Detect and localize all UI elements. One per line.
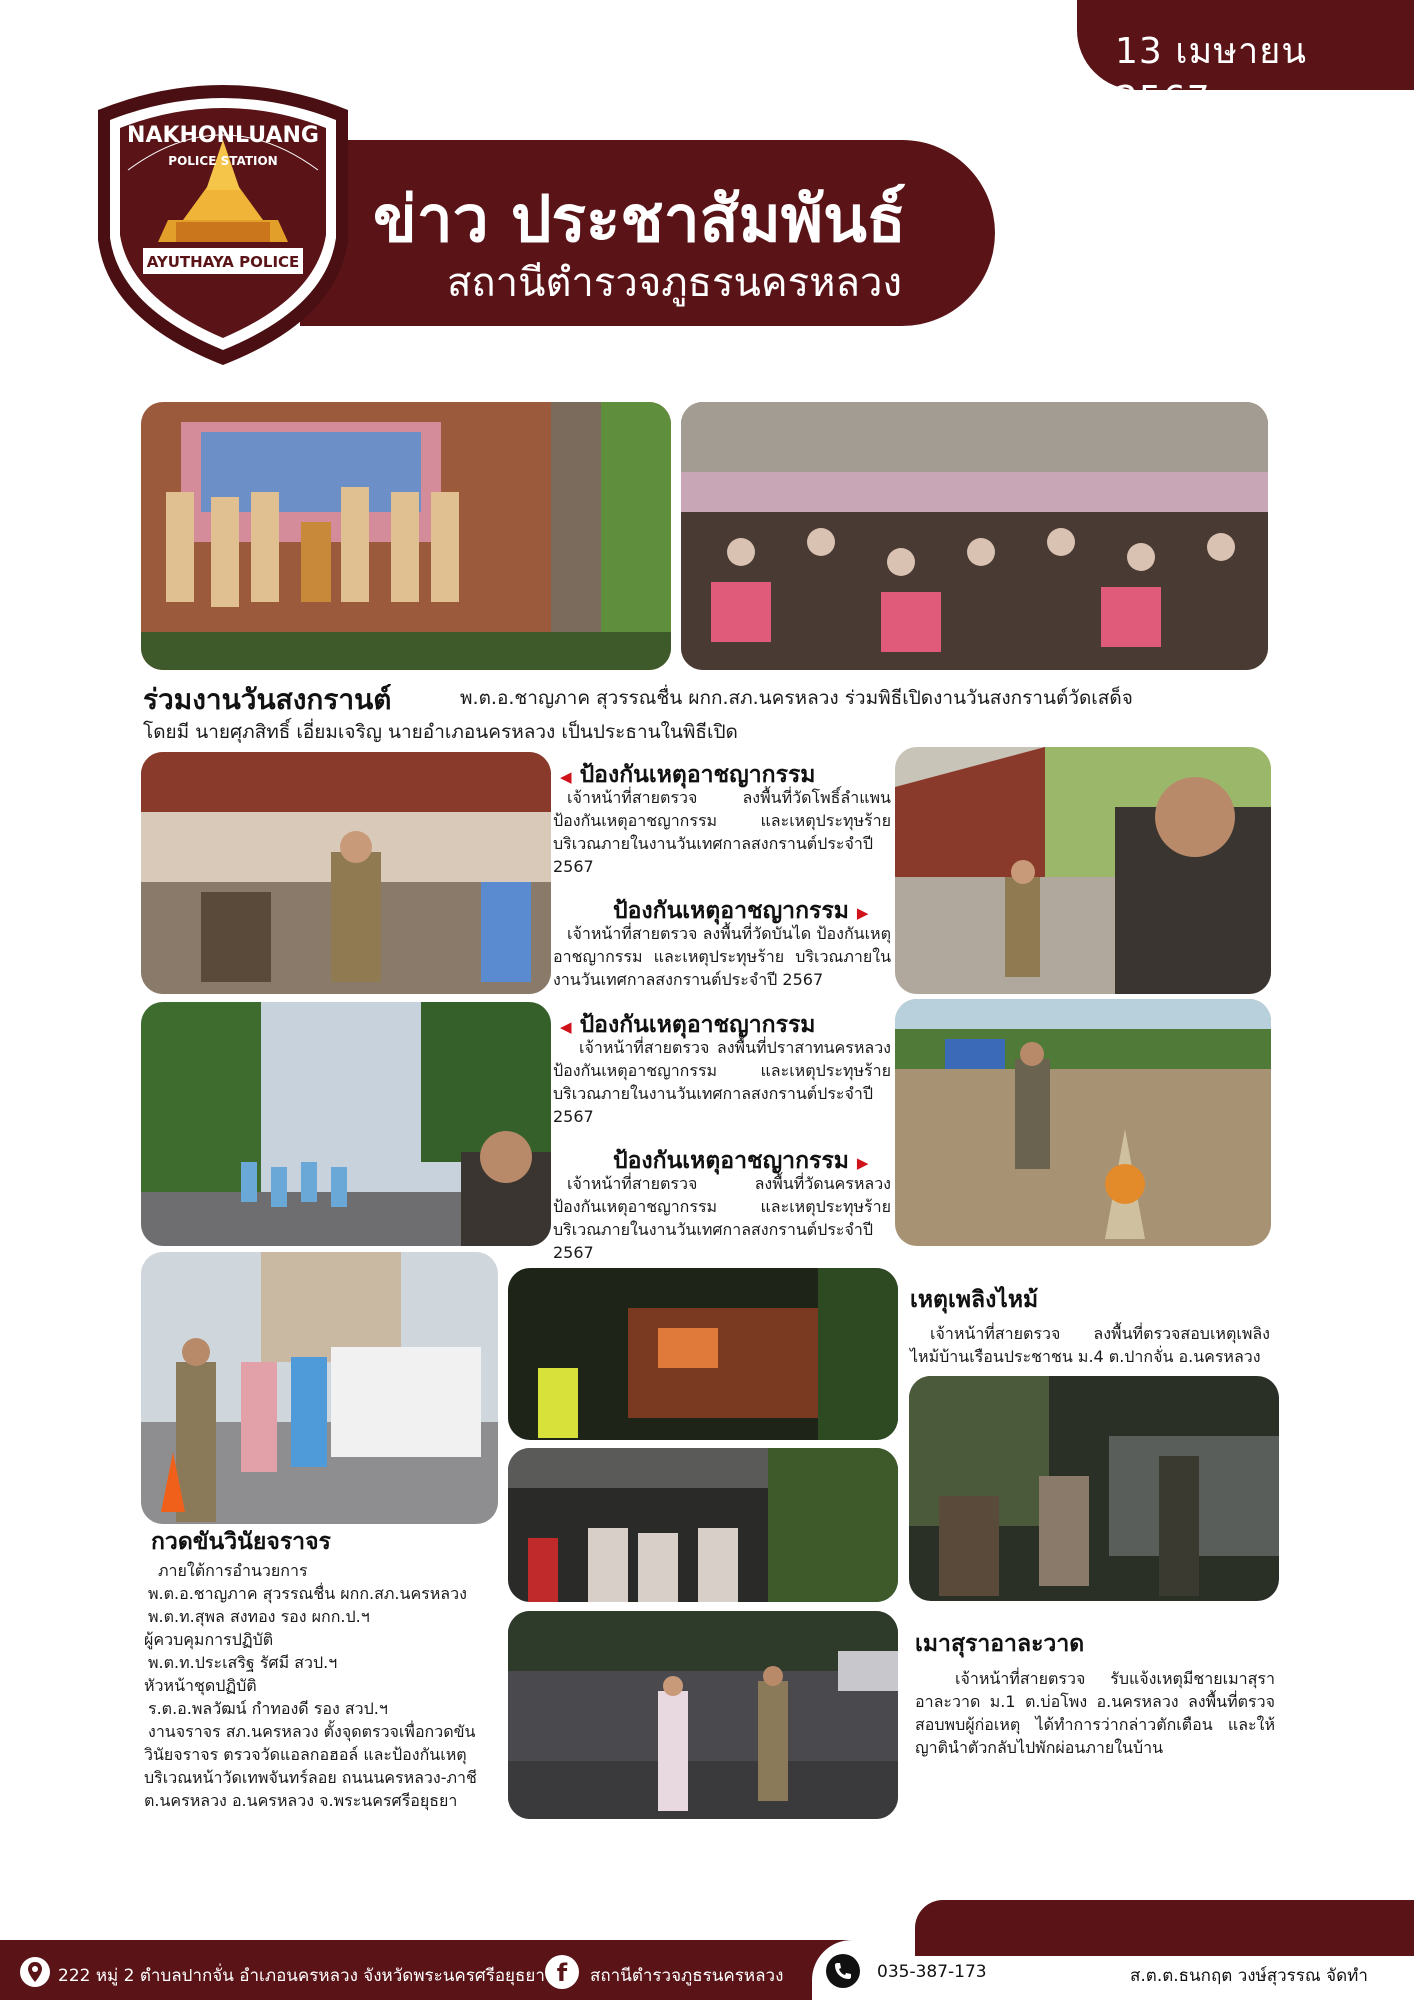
traffic-text-block — [144, 1559, 504, 1812]
traffic-heading: กวดขันวินัยจราจร — [151, 1529, 331, 1555]
prevent-1-text: เจ้าหน้าที่สายตรวจ ลงพื้นที่วัดโพธิ์ลำแพนป้องกันเหตุอาชญากรรม และเหตุประทุษร้าย บริเวณภายในงานวันเทศกาลสงกรานต์ประจำปี 2567 — [553, 788, 891, 876]
photo-fire-2 — [508, 1448, 898, 1602]
traffic-line: งานจราจร สภ.นครหลวง ตั้งจุดตรวจเพื่อกวดขัน — [148, 1722, 476, 1741]
drunk-text: เจ้าหน้าที่สายตรวจ รับแจ้งเหตุมีชายเมาสุราอาละวาด ม.1 ต.บ่อโพง อ.นครหลวง ลงพื้นที่ตรวจสอบพบผู้ก่อเหตุ ได้ทำการว่ากล่าวตักเตือน และให้ญาตินำตัวกลับไปพักผ่อนภายในบ้าน — [915, 1669, 1275, 1757]
photo-fire-3 — [909, 1376, 1279, 1601]
phone-icon — [826, 1954, 860, 1988]
photo-prevent-4 — [895, 999, 1271, 1246]
footer-phone: 035-387-173 — [877, 1962, 987, 1982]
badge-top-text: NAKHONLUANG — [127, 123, 319, 148]
prevent-4-text: เจ้าหน้าที่สายตรวจ ลงพื้นที่วัดนครหลวง ป้องกันเหตุอาชญากรรม และเหตุประทุษร้าย บริเวณภายในงานวันเทศกาลสงกรานต์ประจำปี 2567 — [553, 1174, 891, 1262]
photo-prevent-2 — [895, 747, 1271, 994]
arrow-left-icon: ◀ — [560, 768, 572, 786]
traffic-line: พ.ต.ท.สุพล สงทอง รอง ผกก.ป.ฯ — [148, 1607, 370, 1626]
songkran-line1: พ.ต.อ.ชาญภาค สุวรรณชื่น ผกก.สภ.นครหลวง ร่วมพิธีเปิดงานวันสงกรานต์วัดเสด็จ — [460, 687, 1133, 709]
prevent-2-title: ป้องกันเหตุอาชญากรรม — [613, 898, 849, 924]
date-tab — [1077, 0, 1414, 120]
footer-address: 222 หมู่ 2 ตำบลปากจั่น อำเภอนครหลวง จังหวัดพระนครศรีอยุธยา — [58, 1966, 545, 1986]
traffic-line: พ.ต.อ.ชาญภาค สุวรรณชื่น ผกก.สภ.นครหลวง — [148, 1584, 467, 1603]
traffic-line: พ.ต.ท.ประเสริฐ รัศมี สวป.ฯ — [148, 1653, 338, 1672]
fire-text: เจ้าหน้าที่สายตรวจ ลงพื้นที่ตรวจสอบเหตุเพลิงไหม้บ้านเรือนประชาชน ม.4 ต.ปากจั่น อ.นครหลวง — [910, 1324, 1270, 1366]
arrow-left-icon: ◀ — [560, 1018, 572, 1036]
traffic-line: บริเวณหน้าวัดเทพจันทร์ลอย ถนนนครหลวง-ภาชี — [144, 1768, 477, 1787]
prevent-2-text: เจ้าหน้าที่สายตรวจ ลงพื้นที่วัดบันได ป้องกันเหตุอาชญากรรม และเหตุประทุษร้าย บริเวณภายในงานวันเทศกาลสงกรานต์ประจำปี 2567 — [553, 924, 891, 989]
badge-bottom-text: AYUTHAYA POLICE — [146, 253, 300, 271]
photo-songkran-crowd — [681, 402, 1268, 670]
traffic-line: ร.ต.อ.พลวัฒน์ กำทองดี รอง สวป.ฯ — [148, 1699, 388, 1718]
prevent-4-title: ป้องกันเหตุอาชญากรรม — [613, 1148, 849, 1174]
facebook-icon[interactable] — [545, 1955, 579, 1989]
prevent-1-title: ป้องกันเหตุอาชญากรรม — [579, 762, 816, 788]
photo-traffic-checkpoint — [141, 1252, 498, 1524]
songkran-heading: ร่วมงานวันสงกรานต์ — [143, 683, 392, 716]
traffic-line: หัวหน้าชุดปฏิบัติ — [144, 1676, 257, 1695]
traffic-line: ต.นครหลวง อ.นครหลวง จ.พระนครศรีอยุธยา — [144, 1791, 458, 1810]
footer-credit: ส.ต.ต.ธนกฤต วงษ์สุวรรณ จัดทำ — [1130, 1966, 1368, 1986]
photo-songkran-stage — [141, 402, 671, 670]
traffic-line: ภายใต้การอำนวยการ — [158, 1561, 308, 1580]
drunk-heading: เมาสุราอาละวาด — [915, 1631, 1085, 1657]
photo-drunk-incident — [508, 1611, 898, 1819]
photo-fire-1 — [508, 1268, 898, 1440]
badge-middle-text: POLICE STATION — [168, 154, 278, 168]
page-title: ข่าว ประชาสัมพันธ์ — [373, 183, 906, 257]
footer-facebook-link[interactable]: สถานีตำรวจภูธรนครหลวง — [590, 1966, 784, 1986]
prevent-3-text: เจ้าหน้าที่สายตรวจ ลงพื้นที่ปราสาทนครหลวง ป้องกันเหตุอาชญากรรม และเหตุประทุษร้ายบริเวณภายในงานวันเทศกาลสงกรานต์ประจำปี 2567 — [553, 1038, 891, 1126]
songkran-line2: โดยมี นายศุภสิทธิ์ เอี่ยมเจริญ นายอำเภอนครหลวง เป็นประธานในพิธีเปิด — [143, 721, 738, 743]
police-badge-logo — [88, 70, 358, 370]
fire-heading: เหตุเพลิงไหม้ — [910, 1287, 1039, 1313]
date-text: 13 เมษายน 2567 — [1115, 31, 1307, 120]
photo-prevent-1 — [141, 752, 551, 994]
traffic-line: ผู้ควบคุมการปฏิบัติ — [144, 1630, 274, 1649]
arrow-right-icon: ▶ — [856, 904, 869, 922]
location-pin-icon — [20, 1957, 50, 1987]
arrow-right-icon: ▶ — [856, 1154, 869, 1172]
svg-text:f: f — [556, 1959, 568, 1987]
traffic-line: วินัยจราจร ตรวจวัดแอลกอฮอล์ และป้องกันเหตุ — [144, 1745, 467, 1764]
photo-prevent-3 — [141, 1002, 551, 1246]
page-subtitle: สถานีตำรวจภูธรนครหลวง — [447, 260, 902, 306]
prevent-3-title: ป้องกันเหตุอาชญากรรม — [579, 1012, 816, 1038]
